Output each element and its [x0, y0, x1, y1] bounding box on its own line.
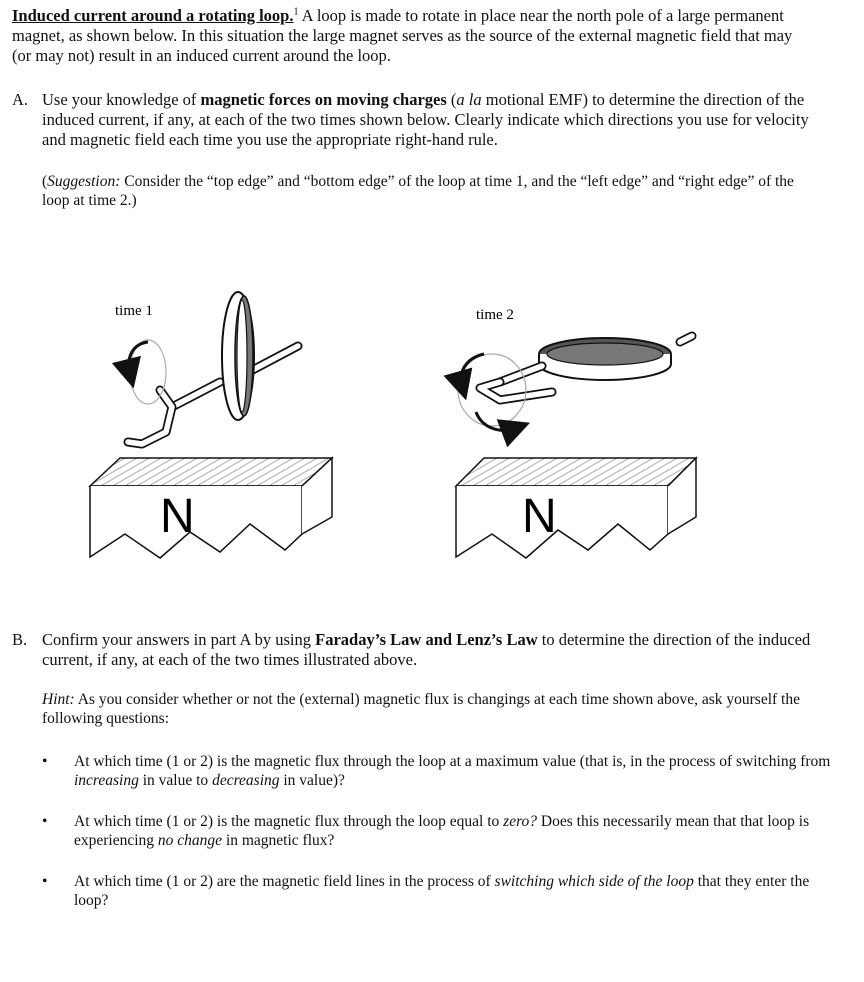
time1-rotation-arrow: [129, 340, 166, 404]
intro-paragraph: [12, 6, 812, 66]
part-a-text-2: (: [446, 90, 457, 109]
suggestion-label: Suggestion:: [47, 173, 121, 190]
part-a-letter: A.: [12, 90, 29, 109]
bullet-icon: •: [42, 753, 48, 770]
bullet-1-text-3: in value)?: [279, 772, 345, 789]
bullet-2-italic-1: zero?: [503, 813, 538, 830]
bullet-1-italic-2: decreasing: [212, 772, 280, 789]
bullet-2-italic-2: no change: [157, 832, 223, 849]
suggestion-text: Consider the “top edge” and “bottom edge” of the loop at time 1, and the “left edge” and “right edge” of the loop at time 2.): [42, 173, 794, 209]
bullet-2-text-2: Does this necessarily mean that that loop is experiencing: [74, 813, 810, 849]
rotating-loop-figure: [80, 262, 760, 602]
time1-loop: [222, 292, 254, 420]
part-a-text-1: Use your knowledge of: [42, 90, 201, 109]
bullet-3-text-1: At which time (1 or 2) are the magnetic field lines in the process of: [74, 873, 495, 890]
bullet-icon: •: [42, 813, 48, 830]
magnet-1: [90, 458, 332, 558]
problem-title: Induced current around a rotating loop.: [12, 6, 294, 25]
bullet-2-text-3: in magnetic flux?: [222, 832, 335, 849]
bullet-2-text-1: At which time (1 or 2) is the magnetic flux through the loop equal to: [74, 813, 504, 830]
bullet-1-text-1: At which time (1 or 2) is the magnetic flux through the loop at a maximum value (that is, in the process of switching from: [74, 753, 831, 770]
part-b-bold: Faraday’s Law and Lenz’s Law: [315, 630, 538, 649]
intro-text: A loop is made to rotate in place near the north pole of a large permanent magnet, as shown below. In this situation the large magnet serves as the source of the external magnetic field that may (or may not) result in an induced current around the loop.: [12, 6, 793, 65]
magnet-2-pole-label: N: [522, 490, 557, 543]
part-b-letter: B.: [12, 630, 28, 649]
time2-label: time 2: [476, 307, 514, 323]
bullet-icon: •: [42, 873, 48, 890]
part-b-text-2: to determine the direction of the induced current, if any, at each of the two times illustrated above.: [42, 630, 811, 669]
bullet-3-text-2: that they enter the loop?: [74, 873, 810, 909]
bullet-1-italic-1: increasing: [74, 772, 139, 789]
time1-crank: [128, 390, 172, 444]
part-a: [12, 90, 812, 150]
hint-note: [42, 690, 822, 728]
footnote-mark: 1: [293, 6, 299, 18]
part-a-bold: magnetic forces on moving charges: [200, 90, 447, 109]
list-item: [42, 752, 832, 790]
part-b: [12, 630, 812, 670]
time1-label: time 1: [115, 303, 153, 319]
hint-text: As you consider whether or not the (external) magnetic flux is changings at each time shown above, ask yourself the following questions:: [42, 691, 800, 727]
magnet-2: [456, 458, 696, 558]
time2-loop: [539, 338, 671, 380]
hint-label: Hint:: [42, 691, 75, 708]
suggestion-open-paren: (: [42, 173, 48, 190]
list-item: [42, 812, 832, 850]
magnet-1-pole-label: N: [160, 490, 195, 543]
part-a-body: [42, 90, 812, 150]
list-item: [42, 872, 832, 910]
part-a-text-3: motional EMF) to determine the direction of the induced current, if any, at each of the two times shown below. Clearly indicate which directions you use for velocity and magnetic field each time you use the appropriate right-hand rule.: [42, 90, 809, 149]
suggestion-note: [42, 172, 802, 210]
bullet-3-italic-1: switching which side of the loop: [494, 873, 694, 890]
figure-svg: [80, 262, 760, 602]
part-a-italic: a la: [456, 90, 482, 109]
bullet-1-text-2: in value to: [138, 772, 213, 789]
question-list: [42, 752, 832, 932]
part-b-text-1: Confirm your answers in part A by using: [42, 630, 316, 649]
part-b-body: [42, 630, 812, 670]
